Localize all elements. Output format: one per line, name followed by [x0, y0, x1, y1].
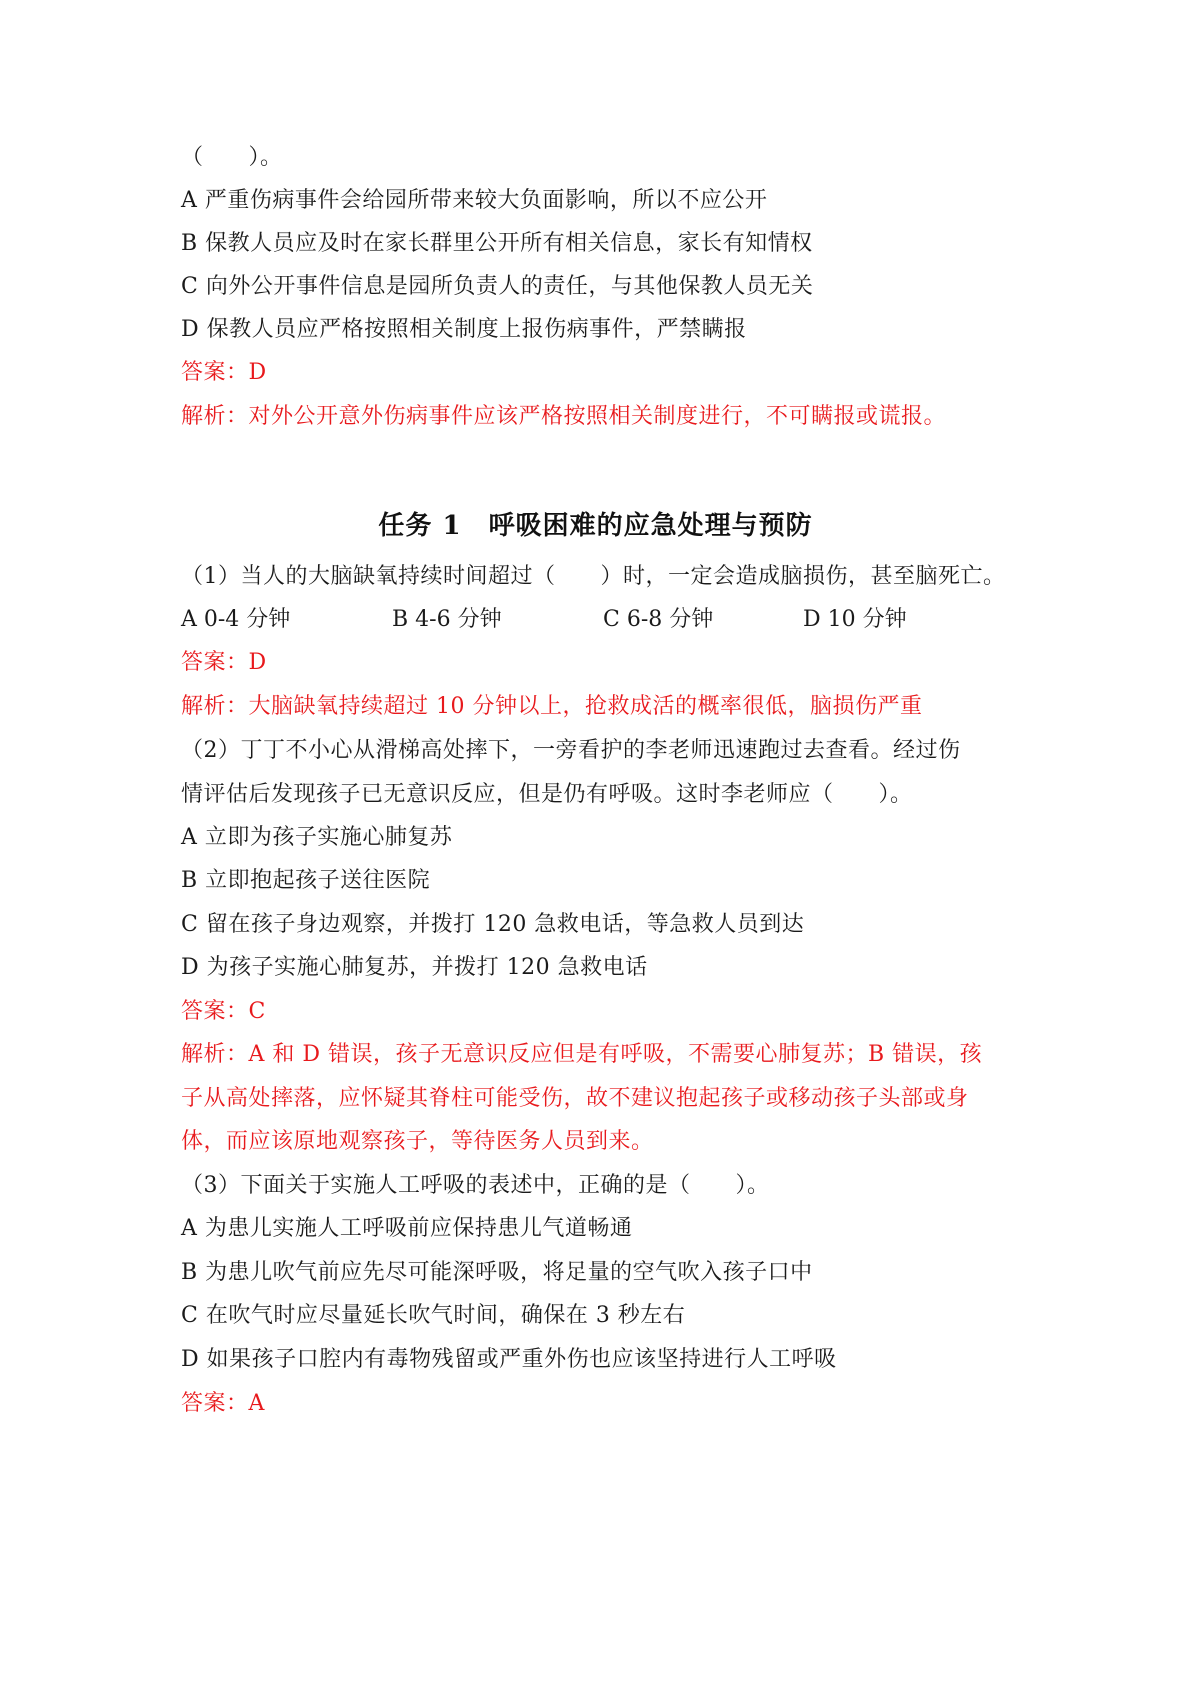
q3-option-b: B 为患儿吹气前应先尽可能深呼吸，将足量的空气吹入孩子口中 — [181, 1260, 813, 1285]
q2-analysis-line3: 体，而应该原地观察孩子，等待医务人员到来。 — [181, 1129, 654, 1154]
q3-option-d: D 如果孩子口腔内有毒物残留或严重外伤也应该坚持进行人工呼吸 — [181, 1347, 837, 1372]
q1-option-b: B 4-6 分钟 — [392, 607, 502, 632]
question-2-stem-line2: 情评估后发现孩子已无意识反应，但是仍有呼吸。这时李老师应（ ）。 — [181, 782, 913, 807]
q2-analysis-line2: 子从高处摔落，应怀疑其脊柱可能受伤，故不建议抱起孩子或移动孩子头部或身 — [181, 1086, 969, 1111]
q1-option-c: C 6-8 分钟 — [603, 607, 714, 632]
section-title: 任务 1 呼吸困难的应急处理与预防 — [378, 511, 813, 541]
q2-option-b: B 立即抱起孩子送往医院 — [181, 868, 431, 893]
option-b: B 保教人员应及时在家长群里公开所有相关信息，家长有知情权 — [181, 231, 813, 256]
q2-option-d: D 为孩子实施心肺复苏，并拨打 120 急救电话 — [181, 955, 648, 980]
answer: 答案：D — [181, 360, 267, 385]
q2-option-c: C 留在孩子身边观察，并拨打 120 急救电话，等急救人员到达 — [181, 912, 805, 937]
question-1-stem: （1）当人的大脑缺氧持续时间超过（ ）时，一定会造成脑损伤，甚至脑死亡。 — [181, 564, 1006, 589]
option-a: A 严重伤病事件会给园所带来较大负面影响，所以不应公开 — [181, 188, 768, 213]
q3-option-c: C 在吹气时应尽量延长吹气时间，确保在 3 秒左右 — [181, 1303, 686, 1328]
option-d: D 保教人员应严格按照相关制度上报伤病事件，严禁瞒报 — [181, 317, 747, 342]
analysis: 解析：对外公开意外伤病事件应该严格按照相关制度进行，不可瞒报或谎报。 — [181, 404, 947, 429]
q1-option-a: A 0-4 分钟 — [181, 607, 291, 632]
q2-answer: 答案：C — [181, 999, 266, 1024]
question-2-stem-line1: （2）丁丁不小心从滑梯高处摔下，一旁看护的李老师迅速跑过去查看。经过伤 — [181, 738, 961, 763]
q1-option-d: D 10 分钟 — [803, 607, 907, 632]
question-3-stem: （3）下面关于实施人工呼吸的表述中，正确的是（ ）。 — [181, 1173, 770, 1198]
q3-option-a: A 为患儿实施人工呼吸前应保持患儿气道畅通 — [181, 1216, 633, 1241]
q1-answer: 答案：D — [181, 650, 267, 675]
q2-analysis-line1: 解析：A 和 D 错误，孩子无意识反应但是有呼吸，不需要心肺复苏；B 错误，孩 — [181, 1042, 983, 1067]
q2-option-a: A 立即为孩子实施心肺复苏 — [181, 825, 453, 850]
q1-analysis: 解析：大脑缺氧持续超过 10 分钟以上，抢救成活的概率很低，脑损伤严重 — [181, 694, 923, 719]
question-1-options — [181, 605, 961, 635]
option-c: C 向外公开事件信息是园所负责人的责任，与其他保教人员无关 — [181, 274, 814, 299]
question-tail: （ ）。 — [181, 145, 283, 170]
q3-answer: 答案：A — [181, 1391, 265, 1416]
